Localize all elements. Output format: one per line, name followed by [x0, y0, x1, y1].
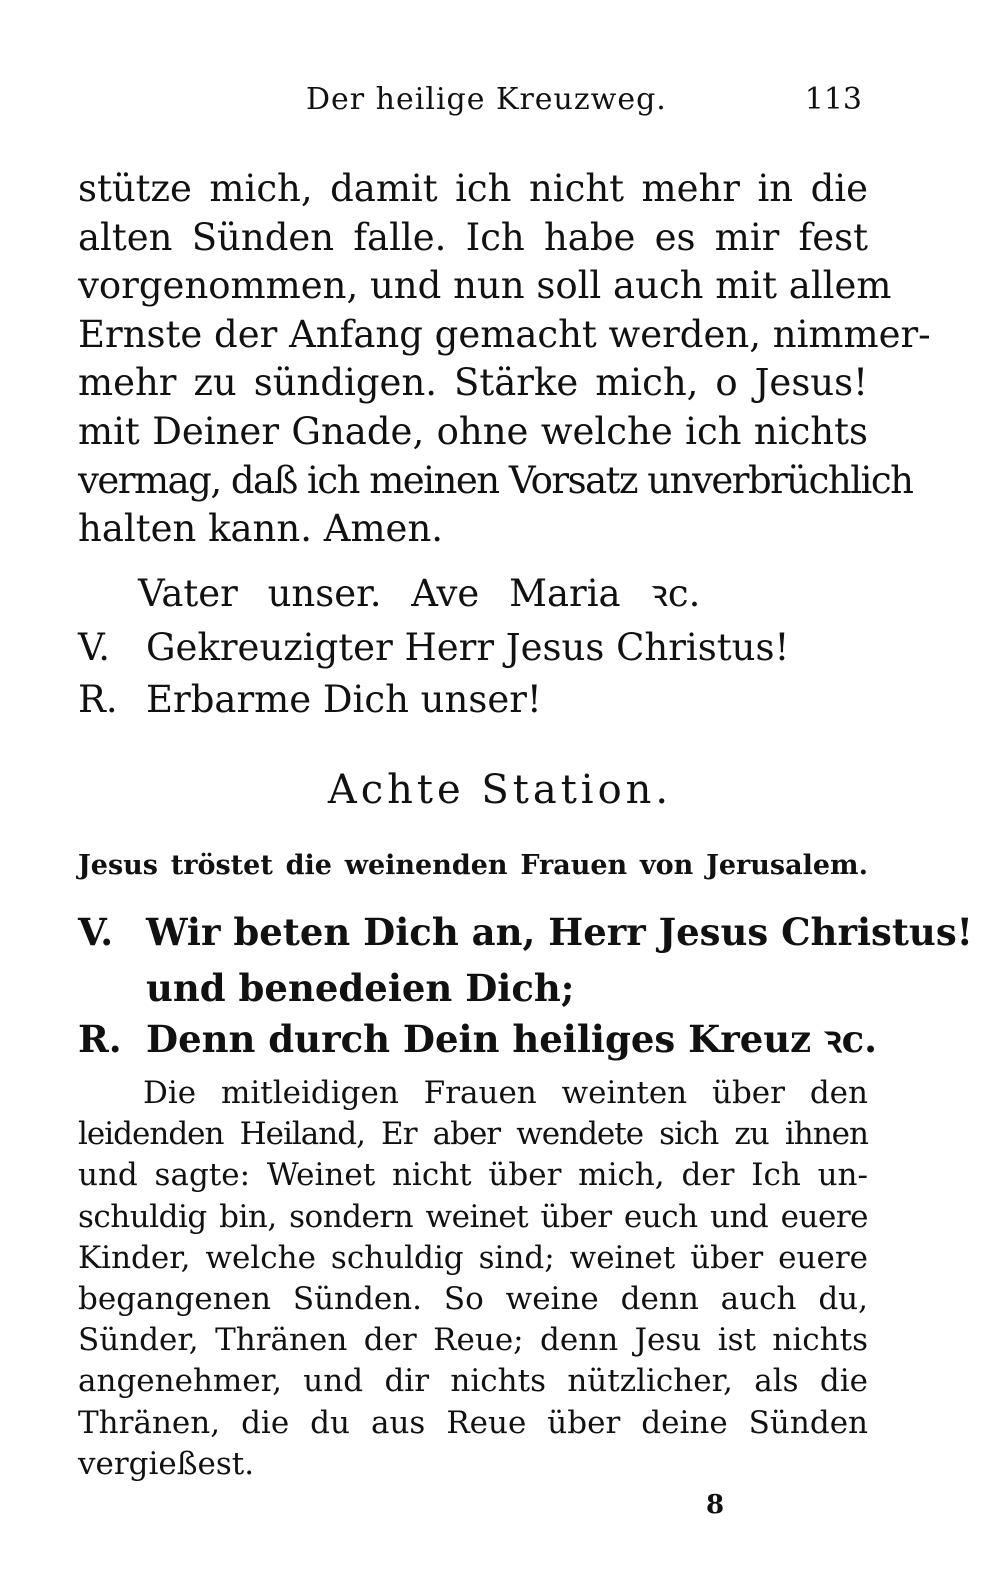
versicle-mark: V. — [78, 910, 114, 954]
text-line: Thränen, die du aus Reue über deine Sünden — [78, 1404, 868, 1441]
text-line: halten kann. Amen. — [78, 507, 444, 551]
response-mark: R. — [78, 678, 118, 721]
meditation-paragraph — [78, 1073, 868, 1485]
station-subtitle: Jesus tröstet die weinenden Frauen von Jerusalem. — [78, 850, 868, 881]
running-head: Der heilige Kreuzweg. — [306, 82, 667, 117]
page-header — [78, 82, 862, 122]
text-line: vorgenommen, und nun soll auch mit allem — [78, 264, 892, 308]
text-line: schuldig bin, sondern weinet über euch und euere — [78, 1198, 868, 1235]
page-number: 113 — [804, 82, 862, 117]
text-line: Sünder, Thränen der Reue; denn Jesu ist nichts — [78, 1322, 868, 1359]
text-line: vermag, daß ich meinen Vorsatz unverbrüchlich — [78, 458, 913, 502]
station-title: Achte Station. — [327, 767, 673, 813]
versicle-text: Gekreuzigter Herr Jesus Christus! — [146, 626, 790, 669]
text-line: Die mitleidigen Frauen weinten über den — [143, 1075, 868, 1111]
text-line: begangenen Sünden. So weine denn auch du, — [78, 1281, 868, 1318]
text-line: leidenden Heiland, Er aber wendete sich zu ihnen — [78, 1116, 868, 1153]
station-response — [78, 1012, 877, 1063]
response-text: Denn durch Dein heiliges Kreuz ꝛc. — [146, 1017, 878, 1061]
text-line: vergießest. — [78, 1445, 255, 1482]
text-line: mit Deiner Gnade, ohne welche ich nichts — [78, 409, 868, 453]
text-line: mehr zu sündigen. Stärke mich, o Jesus! — [78, 361, 868, 405]
response-text: Erbarme Dich unser! — [146, 678, 542, 721]
prayer-line: Vater unser. Ave Maria ꝛc. — [138, 572, 701, 615]
continuation-paragraph — [78, 165, 931, 554]
station-versicle — [78, 904, 973, 1016]
text-line: Ernste der Anfang gemacht werden, nimmer- — [78, 312, 931, 356]
text-line: stütze mich, damit ich nicht mehr in die — [78, 167, 868, 210]
text-line: alten Sünden falle. Ich habe es mir fest — [78, 215, 868, 259]
text-line: Kinder, welche schuldig sind; weinet über euere — [78, 1239, 868, 1276]
versicle-mark: V. — [78, 626, 111, 669]
versicle — [78, 626, 789, 669]
versicle-continuation: und benedeien Dich; — [146, 966, 575, 1010]
versicle-text: Wir beten Dich an, Herr Jesus Christus! — [146, 910, 973, 954]
text-line: angenehmer, und dir nichts nützlicher, als die — [78, 1363, 868, 1400]
text-line: und sagte: Weinet nicht über mich, der Ich un- — [78, 1157, 868, 1194]
response — [78, 678, 542, 721]
response-mark: R. — [78, 1017, 122, 1061]
signature-mark: 8 — [706, 1490, 725, 1520]
